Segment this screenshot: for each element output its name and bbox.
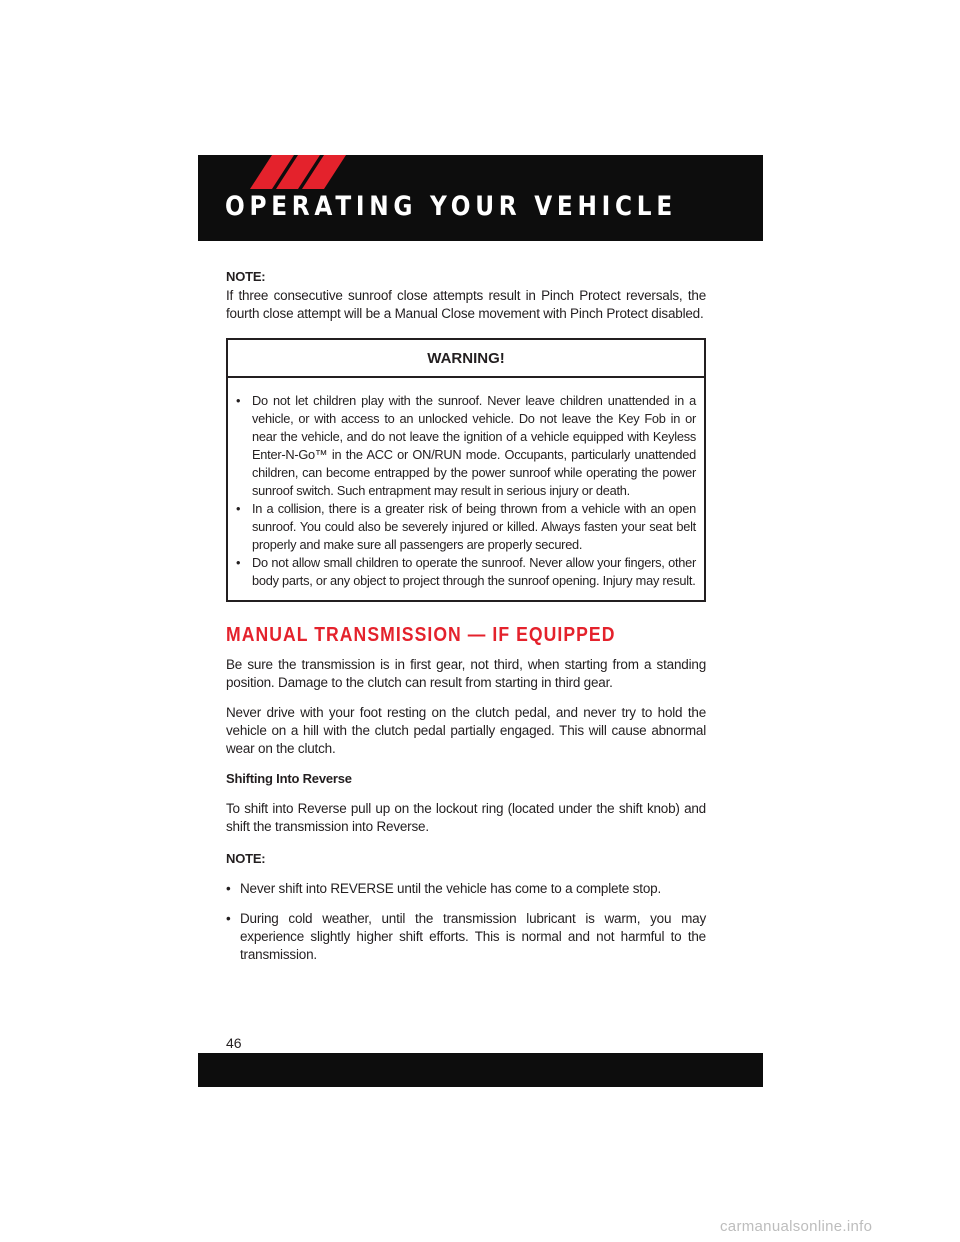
- paragraph: Never drive with your foot resting on the clutch pedal, and never try to hold the vehicle on a hill with the clutch pedal partially engaged. This will cause abnormal wear on the clutch.: [226, 705, 706, 756]
- sub-heading: Shifting Into Reverse: [226, 771, 352, 786]
- page-content: [226, 268, 706, 976]
- note-list-item: [226, 880, 706, 898]
- note-list-item-text: During cold weather, until the transmission lubricant is warm, you may experience slightly higher shift efforts. This is normal and not harmful to the transmission.: [240, 911, 706, 962]
- bullet: •: [236, 555, 241, 570]
- warning-title: WARNING!: [228, 340, 704, 378]
- note-list-item: [226, 910, 706, 964]
- warning-list: [228, 378, 704, 600]
- bullet: •: [226, 911, 231, 926]
- section-title: OPERATING YOUR VEHICLE: [225, 191, 677, 222]
- warning-item-text: In a collision, there is a greater risk of being thrown from a vehicle with an open sunroof. You could also be severely injured or killed. Always fasten your seat belt properly and make sure all passengers are properly secured.: [252, 501, 696, 552]
- warning-item: [236, 554, 696, 590]
- section-header-band: [198, 155, 763, 241]
- paragraph: To shift into Reverse pull up on the lockout ring (located under the shift knob) and shift the transmission into Reverse.: [226, 801, 706, 834]
- warning-box: [226, 338, 706, 602]
- warning-item-text: Do not allow small children to operate the sunroof. Never allow your fingers, other body parts, or any object to project through the sunroof opening. Injury may result.: [252, 555, 696, 588]
- note-label: NOTE:: [226, 851, 266, 866]
- note-text: If three consecutive sunroof close attempts result in Pinch Protect reversals, the fourth close attempt will be a Manual Close movement with Pinch Protect disabled.: [226, 288, 706, 321]
- manual-transmission-heading: MANUAL TRANSMISSION — IF EQUIPPED: [226, 624, 616, 646]
- paragraph: Be sure the transmission is in first gear, not third, when starting from a standing position. Damage to the clutch can result from starting in third gear.: [226, 657, 706, 690]
- page-number: 46: [226, 1035, 242, 1051]
- footer-band: [198, 1053, 763, 1087]
- note-label: NOTE:: [226, 269, 266, 284]
- note-list-item-text: Never shift into REVERSE until the vehicle has come to a complete stop.: [240, 881, 662, 896]
- bullet: •: [226, 881, 231, 896]
- note-list: [226, 880, 706, 964]
- bullet: •: [236, 501, 241, 516]
- warning-item: [236, 392, 696, 500]
- warning-item: [236, 500, 696, 554]
- watermark: carmanualsonline.info: [720, 1218, 873, 1235]
- warning-item-text: Do not let children play with the sunroof. Never leave children unattended in a vehicle, or with access to an unlocked vehicle. Do not leave the Key Fob in or near the vehicle, and do not leave the ignition of a vehicle equipped with Keyless Enter-N-Go™ in the ACC or ON/RUN mode. Occupants, particularly unattended children, can become entrapped by the power sunroof while operating the power sunroof switch. Such entrapment may result in serious injury or death.: [252, 393, 696, 498]
- bullet: •: [236, 393, 241, 408]
